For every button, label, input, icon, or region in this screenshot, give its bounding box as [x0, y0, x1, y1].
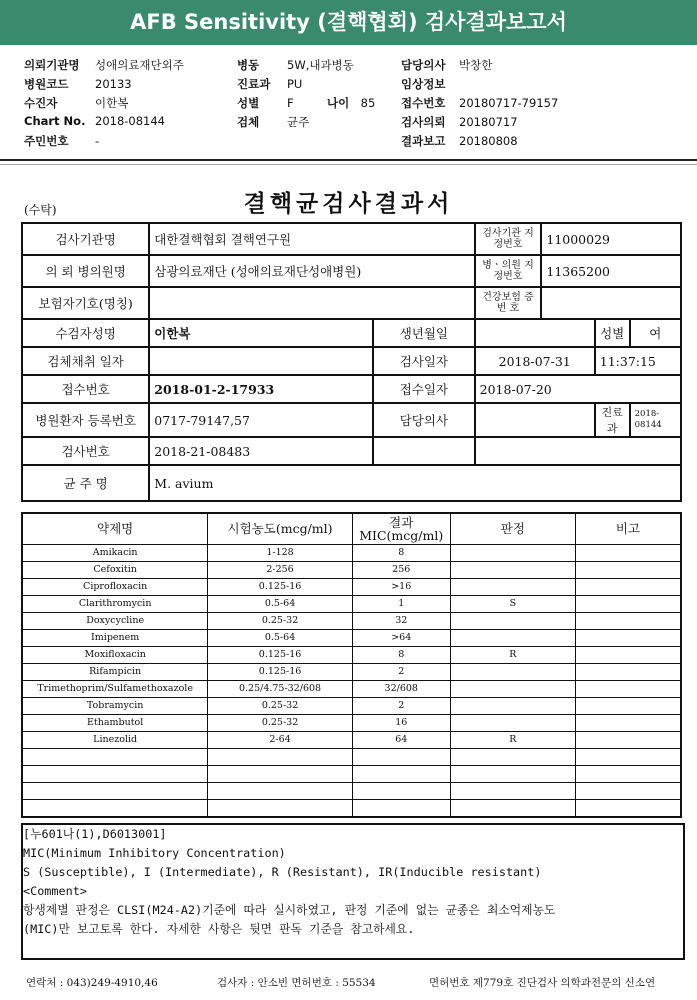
mic-result	[352, 748, 450, 765]
header-field-label: 접수번호	[401, 96, 446, 110]
footer-license: 면허번호 제779호 진단검사 의학과전문의 신소연	[429, 977, 656, 989]
mic-result: 2	[352, 697, 450, 714]
remarks	[576, 646, 681, 663]
remarks	[576, 595, 681, 612]
blank-cell	[475, 437, 681, 465]
header-field-label: 병원코드	[24, 77, 69, 91]
drug-name	[22, 782, 208, 799]
table-row	[22, 646, 681, 663]
mic-result: 8	[352, 646, 450, 663]
header-field	[237, 95, 294, 111]
remarks	[576, 629, 681, 646]
interpretation	[450, 663, 575, 680]
header-field	[401, 95, 558, 111]
header-field	[24, 76, 132, 92]
drug-name	[22, 748, 208, 765]
dob-label: 생년월일	[373, 319, 475, 347]
drug-name: Trimethoprim/Sulfamethoxazole	[22, 680, 208, 697]
table-row	[22, 714, 681, 731]
drug-name: Doxycycline	[22, 612, 208, 629]
remarks	[576, 782, 681, 799]
age-value: 85	[360, 96, 376, 110]
interpretation	[450, 765, 575, 782]
table-row	[22, 765, 681, 782]
interpretation	[450, 612, 575, 629]
header-field-label: 병동	[237, 58, 260, 72]
report-title: AFB Sensitivity (결핵협회) 검사결과보고서	[0, 0, 697, 45]
header-field	[237, 57, 354, 73]
drug-table-body	[22, 544, 681, 817]
mic-result: 32	[352, 612, 450, 629]
drug-susceptibility-table	[21, 512, 682, 818]
sex-label: 성별	[595, 319, 630, 347]
comment-box	[21, 823, 685, 960]
table-row	[22, 748, 681, 765]
header-field-label: 성별	[237, 96, 260, 110]
drug-name: Tobramycin	[22, 697, 208, 714]
header-remarks: 비고	[576, 513, 681, 544]
drug-name: Linezolid	[22, 731, 208, 748]
mic-result	[352, 799, 450, 817]
test-concentration: 0.25-32	[208, 697, 352, 714]
drug-name: Cefoxitin	[22, 561, 208, 578]
mic-result: 32/608	[352, 680, 450, 697]
hosp-designated-label: 병ㆍ의원 지정번호	[475, 255, 542, 287]
receipt-date-label: 접수일자	[373, 375, 475, 403]
test-concentration: 1-128	[208, 544, 352, 561]
table-row	[22, 799, 681, 817]
test-concentration: 2-64	[208, 731, 352, 748]
footer-examiner: 검사자 : 안소빈 면허번호 : 55534	[217, 977, 376, 989]
remarks	[576, 544, 681, 561]
header-field-label: 임상정보	[401, 77, 446, 91]
document-title: 결핵균검사결과서	[243, 190, 454, 217]
header-field-label: 담당의사	[401, 58, 446, 72]
table-row	[22, 697, 681, 714]
header-field-value: 20180717	[459, 115, 518, 129]
remarks	[576, 748, 681, 765]
test-concentration: 0.25/4.75-32/608	[208, 680, 352, 697]
header-field	[24, 57, 184, 73]
header-field	[237, 114, 309, 130]
patient-info-table	[21, 222, 682, 502]
remarks	[576, 663, 681, 680]
interpretation	[450, 748, 575, 765]
header-field-label: 진료과	[237, 77, 271, 91]
doctor-label: 담당의사	[373, 403, 475, 437]
drug-name	[22, 799, 208, 817]
header-field-value: 20133	[95, 77, 132, 91]
test-concentration: 0.5-64	[208, 595, 352, 612]
strain: M. avium	[149, 465, 681, 501]
test-concentration	[208, 748, 352, 765]
health-ins-label: 건강보험 증 번 호	[475, 287, 542, 319]
header-field	[401, 133, 518, 149]
mic-result	[352, 765, 450, 782]
comment-line: MIC(Minimum Inhibitory Concentration)	[23, 846, 286, 860]
test-time: 11:37:15	[595, 347, 681, 375]
interpretation	[450, 578, 575, 595]
sex: 여	[630, 319, 681, 347]
remarks	[576, 765, 681, 782]
header-field	[401, 114, 518, 130]
mic-result: 256	[352, 561, 450, 578]
test-concentration: 0.125-16	[208, 646, 352, 663]
mic-result: 64	[352, 731, 450, 748]
test-concentration: 0.25-32	[208, 714, 352, 731]
header-field	[24, 133, 99, 149]
mic-result: 2	[352, 663, 450, 680]
table-row	[22, 578, 681, 595]
mic-result: 8	[352, 544, 450, 561]
drug-name	[22, 765, 208, 782]
header-field-label: 주민번호	[24, 134, 69, 148]
lab-name-label: 검사기관명	[22, 223, 149, 255]
table-row	[22, 595, 681, 612]
comment-line: [누601나(1),D6013001]	[23, 827, 167, 841]
remarks	[576, 612, 681, 629]
mic-result: 16	[352, 714, 450, 731]
remarks	[576, 697, 681, 714]
req-hospital-label: 의 뢰 병의원명	[22, 255, 149, 287]
insurer	[149, 287, 474, 319]
header-divider	[0, 159, 697, 161]
header-field-value: 2018-08144	[95, 114, 165, 128]
interpretation: S	[450, 595, 575, 612]
remarks	[576, 680, 681, 697]
drug-name: Amikacin	[22, 544, 208, 561]
header-field-value: 5W,내과병동	[287, 58, 354, 72]
header-field	[401, 57, 492, 73]
interpretation	[450, 561, 575, 578]
table-row	[22, 731, 681, 748]
header-field-value: -	[95, 134, 100, 148]
remarks	[576, 799, 681, 817]
receipt-date: 2018-07-20	[475, 375, 681, 403]
interpretation: R	[450, 731, 575, 748]
header-interpretation: 판정	[450, 513, 575, 544]
suntak-label: (수탁)	[24, 203, 57, 217]
test-concentration: 0.25-32	[208, 612, 352, 629]
comment-line: (MIC)만 보고토록 한다. 자세한 사항은 뒷면 판독 기준을 참고하세요.	[23, 922, 415, 936]
interpretation: R	[450, 646, 575, 663]
test-concentration	[208, 799, 352, 817]
receipt-no: 2018-01-2-17933	[149, 375, 373, 403]
interpretation	[450, 697, 575, 714]
mic-result: >16	[352, 578, 450, 595]
remarks	[576, 578, 681, 595]
header-field-label: Chart No.	[24, 114, 86, 128]
drug-name: Rifampicin	[22, 663, 208, 680]
dept-label: 진료과	[595, 403, 630, 437]
header-field	[24, 95, 128, 111]
test-concentration: 0.125-16	[208, 663, 352, 680]
drug-name: Clarithromycin	[22, 595, 208, 612]
dept: 2018-08144	[630, 403, 681, 437]
header-field-value: 성애의료재단외주	[95, 58, 184, 72]
remarks	[576, 714, 681, 731]
hosp-designated: 11365200	[541, 255, 681, 287]
test-no: 2018-21-08483	[149, 437, 373, 465]
header-field-value: 이한복	[95, 96, 129, 110]
collect-label: 검체채취 일자	[22, 347, 149, 375]
interpretation	[450, 782, 575, 799]
header-drug: 약제명	[22, 513, 208, 544]
patient-label: 수검자성명	[22, 319, 149, 347]
header-field-value: PU	[287, 77, 303, 91]
insurer-label: 보험자기호(명칭)	[22, 287, 149, 319]
comment-line: S (Susceptible), I (Intermediate), R (Resistant), IR(Inducible resistant)	[23, 865, 542, 879]
blank-cell	[373, 437, 475, 465]
comment-line: 항생제별 판정은 CLSI(M24-A2)기준에 따라 실시하였고, 판정 기준에 없는 균종은 최소억제농도	[23, 903, 556, 917]
table-row	[22, 663, 681, 680]
req-hospital: 삼광의료재단 (성애의료재단성애병원)	[149, 255, 474, 287]
receipt-no-label: 접수번호	[22, 375, 149, 403]
table-row	[22, 544, 681, 561]
age-field	[327, 95, 375, 111]
interpretation	[450, 544, 575, 561]
interpretation	[450, 680, 575, 697]
header-field-label: 검사의뢰	[401, 115, 446, 129]
header-test-conc: 시험농도(mcg/ml)	[208, 513, 352, 544]
lab-name: 대한결핵협회 결핵연구원	[149, 223, 474, 255]
patient-name: 이한복	[149, 319, 373, 347]
lab-designated-label: 검사기관 지정번호	[475, 223, 542, 255]
table-row	[22, 612, 681, 629]
header-field-label: 수진자	[24, 96, 58, 110]
table-row	[22, 629, 681, 646]
header-field-value: 박창한	[459, 58, 493, 72]
header-field	[401, 76, 459, 92]
header-field-value: 20180717-79157	[459, 96, 559, 110]
reg-no-label: 병원환자 등록번호	[22, 403, 149, 437]
collect-date	[149, 347, 373, 375]
header-field-value: 균주	[287, 115, 310, 129]
remarks	[576, 731, 681, 748]
mic-result: >64	[352, 629, 450, 646]
test-concentration: 0.125-16	[208, 578, 352, 595]
drug-name: Moxifloxacin	[22, 646, 208, 663]
header-field	[237, 76, 302, 92]
drug-name: Ethambutol	[22, 714, 208, 731]
interpretation	[450, 799, 575, 817]
test-concentration	[208, 765, 352, 782]
test-date: 2018-07-31	[475, 347, 595, 375]
mic-result	[352, 782, 450, 799]
header-field-label: 결과보고	[401, 134, 446, 148]
doctor	[475, 403, 595, 437]
test-concentration: 0.5-64	[208, 629, 352, 646]
lab-designated: 11000029	[541, 223, 681, 255]
drug-name: Ciprofloxacin	[22, 578, 208, 595]
test-date-label: 검사일자	[373, 347, 475, 375]
comment-line: <Comment>	[23, 884, 87, 898]
age-label: 나이	[327, 96, 350, 110]
header-field-value: 20180808	[459, 134, 518, 148]
test-no-label: 검사번호	[22, 437, 149, 465]
interpretation	[450, 629, 575, 646]
table-row	[22, 782, 681, 799]
reg-no: 0717-79147,57	[149, 403, 373, 437]
header-field-value: F	[287, 96, 294, 110]
header-field-label: 의뢰기관명	[24, 58, 80, 72]
health-ins	[541, 287, 681, 319]
remarks	[576, 561, 681, 578]
table-row	[22, 680, 681, 697]
footer-contact: 연락처 : 043)249-4910,46	[26, 977, 158, 989]
header-field-label: 검체	[237, 115, 260, 129]
header-divider-thin	[0, 164, 697, 165]
dob	[475, 319, 595, 347]
header-mic-result: 결과 MIC(mcg/ml)	[352, 513, 450, 544]
table-row	[22, 561, 681, 578]
header-field	[24, 114, 165, 128]
drug-name: Imipenem	[22, 629, 208, 646]
test-concentration: 2-256	[208, 561, 352, 578]
mic-result: 1	[352, 595, 450, 612]
interpretation	[450, 714, 575, 731]
strain-label: 균 주 명	[22, 465, 149, 501]
test-concentration	[208, 782, 352, 799]
